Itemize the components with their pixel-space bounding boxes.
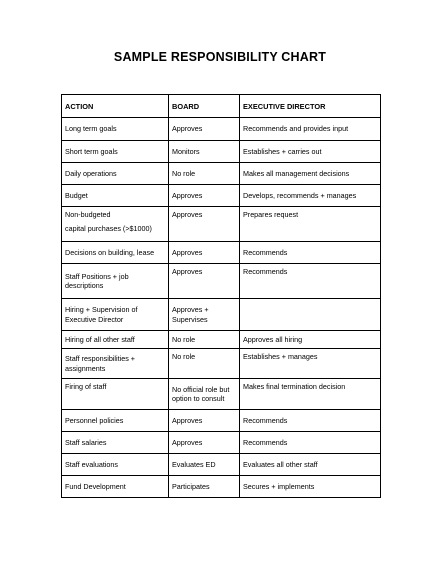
director-cell: Prepares request [240, 207, 381, 242]
director-cell: Approves all hiring [240, 331, 381, 349]
director-cell: Establishes + carries out [240, 141, 381, 163]
table-row [62, 207, 381, 242]
director-cell: Recommends [240, 264, 381, 299]
table-row [62, 410, 381, 432]
board-cell: Evaluates ED [169, 454, 240, 476]
board-cell: Approves [169, 242, 240, 264]
director-cell: Makes final termination decision [240, 379, 381, 410]
header-board: BOARD [169, 95, 240, 118]
action-cell: Short term goals [62, 141, 169, 163]
table-row [62, 163, 381, 185]
director-cell: Secures + implements [240, 476, 381, 498]
responsibility-table [61, 94, 381, 498]
header-action: ACTION [62, 95, 169, 118]
board-cell: Approves [169, 410, 240, 432]
table-row [62, 349, 381, 379]
director-cell: Recommends and provides input [240, 118, 381, 141]
director-cell: Develops, recommends + manages [240, 185, 381, 207]
header-executive-director: EXECUTIVE DIRECTOR [240, 95, 381, 118]
director-cell: Recommends [240, 242, 381, 264]
action-line-1: Non-budgeted [65, 210, 111, 219]
action-cell: Firing of staff [62, 379, 169, 410]
board-cell: No role [169, 331, 240, 349]
table-row [62, 454, 381, 476]
table-row [62, 432, 381, 454]
board-cell: No role [169, 163, 240, 185]
table-row [62, 118, 381, 141]
board-cell: Approves [169, 264, 240, 299]
action-cell: Hiring + Supervision of Executive Director [62, 299, 169, 331]
table-row [62, 331, 381, 349]
action-cell: Staff responsibilities + assignments [62, 349, 169, 379]
table-row [62, 185, 381, 207]
board-cell: Approves [169, 185, 240, 207]
action-cell [62, 207, 169, 242]
director-cell [240, 299, 381, 331]
page-title: SAMPLE RESPONSIBILITY CHART [113, 50, 327, 64]
board-cell: Approves + Supervises [169, 299, 240, 331]
action-cell: Long term goals [62, 118, 169, 141]
table-header-row [62, 95, 381, 118]
board-cell: Approves [169, 118, 240, 141]
director-cell: Makes all management decisions [240, 163, 381, 185]
action-cell: Daily operations [62, 163, 169, 185]
table-row [62, 379, 381, 410]
table-row [62, 476, 381, 498]
action-cell: Budget [62, 185, 169, 207]
director-cell: Establishes + manages [240, 349, 381, 379]
table-row [62, 242, 381, 264]
director-cell: Recommends [240, 410, 381, 432]
action-cell: Staff salaries [62, 432, 169, 454]
action-cell: Hiring of all other staff [62, 331, 169, 349]
board-cell: No role [169, 349, 240, 379]
board-cell: Approves [169, 432, 240, 454]
action-line-2: capital purchases (>$1000) [65, 224, 152, 234]
board-cell: Approves [169, 207, 240, 242]
action-cell: Personnel policies [62, 410, 169, 432]
director-cell: Evaluates all other staff [240, 454, 381, 476]
action-cell: Staff Positions + job descriptions [62, 264, 169, 299]
action-cell: Fund Development [62, 476, 169, 498]
action-cell: Staff evaluations [62, 454, 169, 476]
director-cell: Recommends [240, 432, 381, 454]
action-cell: Decisions on building, lease [62, 242, 169, 264]
board-cell: Monitors [169, 141, 240, 163]
table-row [62, 141, 381, 163]
table-row [62, 299, 381, 331]
board-cell: No official role but option to consult [169, 379, 240, 410]
table-row [62, 264, 381, 299]
board-cell: Participates [169, 476, 240, 498]
